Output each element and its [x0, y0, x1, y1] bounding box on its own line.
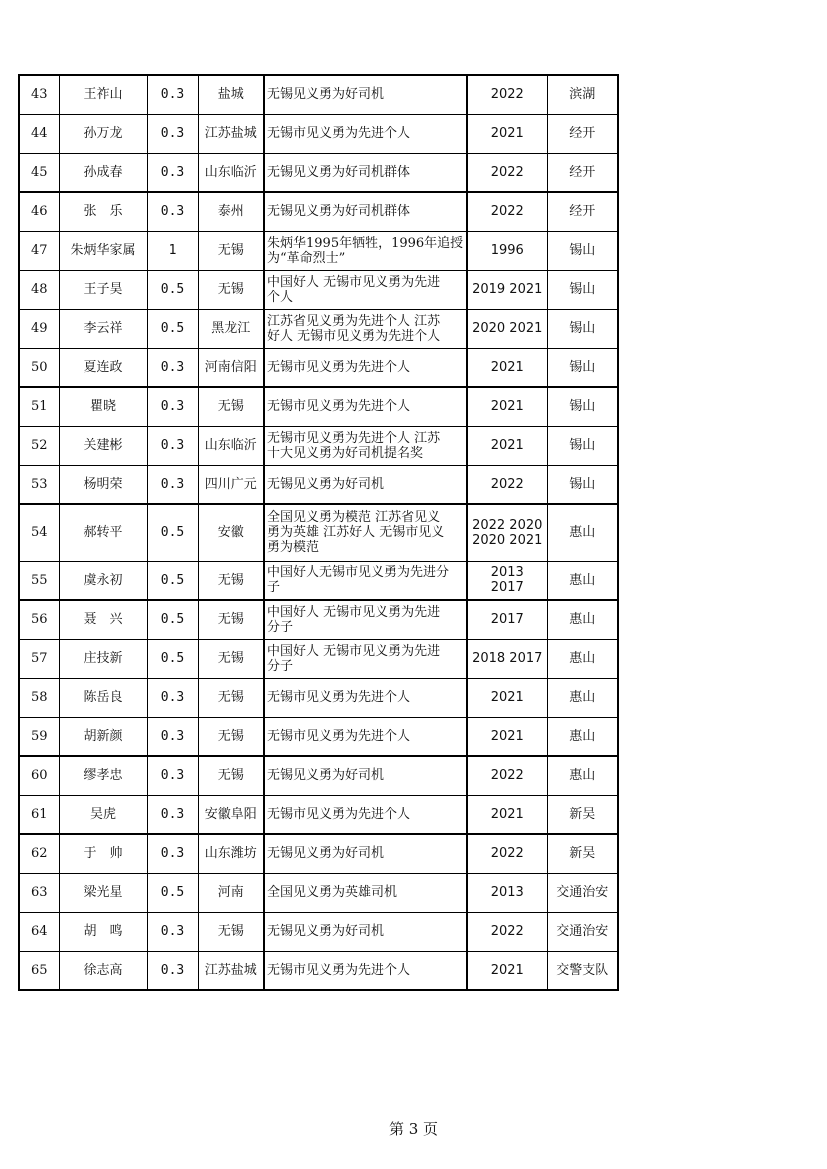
row-number: 58	[19, 678, 59, 717]
table-row	[19, 465, 618, 504]
table-row	[19, 834, 618, 873]
district: 锡山	[547, 231, 618, 270]
district: 经开	[547, 114, 618, 153]
district: 锡山	[547, 465, 618, 504]
table-row	[19, 231, 618, 270]
award-year: 2022	[490, 204, 524, 220]
person-name: 庄技新	[59, 639, 147, 678]
award-amount: 0.5	[147, 639, 198, 678]
person-name: 陈岳良	[59, 678, 147, 717]
origin-place: 江苏盐城	[198, 951, 264, 990]
year-cell	[467, 309, 547, 348]
award-amount: 0.5	[147, 504, 198, 561]
honor-cell	[264, 348, 467, 387]
person-name: 虞永初	[59, 561, 147, 600]
honor-cell	[264, 639, 467, 678]
award-year: 2020 2021	[472, 321, 543, 336]
honor-title: 无锡见义勇为好司机群体	[267, 164, 411, 180]
person-name: 王子昊	[59, 270, 147, 309]
district: 新吴	[547, 795, 618, 834]
district: 惠山	[547, 600, 618, 639]
honor-cell	[264, 270, 467, 309]
year-cell	[467, 600, 547, 639]
origin-place: 无锡	[198, 756, 264, 795]
year-cell	[467, 270, 547, 309]
honor-cell	[264, 951, 467, 990]
award-amount: 1	[147, 231, 198, 270]
honor-title: 中国好人 无锡市见义勇为先进 分子	[267, 604, 441, 635]
district: 经开	[547, 153, 618, 192]
person-name: 李云祥	[59, 309, 147, 348]
honor-title: 无锡见义勇为好司机	[267, 476, 385, 492]
award-amount: 0.3	[147, 912, 198, 951]
district: 滨湖	[547, 75, 618, 114]
honor-title: 无锡见义勇为好司机群体	[267, 204, 411, 220]
origin-place: 无锡	[198, 561, 264, 600]
award-year: 2021	[490, 438, 524, 453]
district: 新吴	[547, 834, 618, 873]
honor-title: 无锡市见义勇为先进个人	[267, 359, 411, 375]
row-number: 57	[19, 639, 59, 678]
table-row	[19, 114, 618, 153]
origin-place: 无锡	[198, 270, 264, 309]
table-row	[19, 717, 618, 756]
person-name: 于 帅	[59, 834, 147, 873]
row-number: 51	[19, 387, 59, 426]
person-name: 徐志高	[59, 951, 147, 990]
award-amount: 0.3	[147, 834, 198, 873]
row-number: 64	[19, 912, 59, 951]
origin-place: 江苏盐城	[198, 114, 264, 153]
award-year: 2022 2020 2020 2021	[472, 517, 543, 548]
origin-place: 无锡	[198, 717, 264, 756]
row-number: 59	[19, 717, 59, 756]
honor-title: 中国好人无锡市见义勇为先进分 子	[267, 565, 450, 596]
honor-title: 全国见义勇为模范 江苏省见义 勇为英雄 江苏好人 无锡市见义 勇为模范	[267, 510, 445, 556]
row-number: 43	[19, 75, 59, 114]
award-year: 2021	[490, 806, 524, 822]
person-name: 胡 鸣	[59, 912, 147, 951]
person-name: 王祚山	[59, 75, 147, 114]
district: 锡山	[547, 309, 618, 348]
row-number: 60	[19, 756, 59, 795]
table-row	[19, 192, 618, 231]
origin-place: 无锡	[198, 600, 264, 639]
origin-place: 无锡	[198, 678, 264, 717]
row-number: 62	[19, 834, 59, 873]
table-row	[19, 309, 618, 348]
honor-cell	[264, 756, 467, 795]
award-amount: 0.3	[147, 756, 198, 795]
table-row	[19, 600, 618, 639]
award-amount: 0.3	[147, 75, 198, 114]
year-cell	[467, 834, 547, 873]
honor-cell	[264, 426, 467, 465]
year-cell	[467, 348, 547, 387]
row-number: 47	[19, 231, 59, 270]
honor-title: 无锡见义勇为好司机	[267, 768, 385, 784]
person-name: 胡新颜	[59, 717, 147, 756]
person-name: 孙万龙	[59, 114, 147, 153]
district: 锡山	[547, 426, 618, 465]
honor-cell	[264, 912, 467, 951]
origin-place: 无锡	[198, 387, 264, 426]
person-name: 瞿晓	[59, 387, 147, 426]
row-number: 48	[19, 270, 59, 309]
honor-title: 中国好人 无锡市见义勇为先进 分子	[267, 643, 441, 674]
person-name: 杨明荣	[59, 465, 147, 504]
origin-place: 山东临沂	[198, 153, 264, 192]
award-amount: 0.3	[147, 192, 198, 231]
honor-title: 全国见义勇为英雄司机	[267, 885, 398, 900]
district: 锡山	[547, 348, 618, 387]
award-year: 2017	[490, 612, 524, 628]
person-name: 关建彬	[59, 426, 147, 465]
row-number: 44	[19, 114, 59, 153]
year-cell	[467, 114, 547, 153]
page-number: 第 3 页	[388, 1120, 439, 1138]
origin-place: 无锡	[198, 912, 264, 951]
origin-place: 安徽阜阳	[198, 795, 264, 834]
honor-cell	[264, 600, 467, 639]
origin-place: 无锡	[198, 639, 264, 678]
award-amount: 0.5	[147, 600, 198, 639]
award-year: 2022	[490, 846, 524, 862]
person-name: 郝转平	[59, 504, 147, 561]
award-year: 2022	[490, 87, 524, 103]
award-year: 2013 2017	[490, 565, 537, 596]
honor-title: 中国好人 无锡市见义勇为先进 个人	[267, 274, 441, 305]
award-year: 2018 2017	[472, 651, 543, 666]
honor-cell	[264, 561, 467, 600]
honor-cell	[264, 114, 467, 153]
district: 惠山	[547, 717, 618, 756]
year-cell	[467, 951, 547, 990]
award-year: 2021	[490, 359, 524, 375]
table-row	[19, 504, 618, 561]
year-cell	[467, 717, 547, 756]
row-number: 55	[19, 561, 59, 600]
row-number: 54	[19, 504, 59, 561]
honor-cell	[264, 231, 467, 270]
year-cell	[467, 231, 547, 270]
honor-cell	[264, 309, 467, 348]
district: 惠山	[547, 756, 618, 795]
award-amount: 0.3	[147, 153, 198, 192]
honor-title: 朱炳华1995年牺牲，1996年追授 为“革命烈士”	[267, 235, 464, 266]
honor-title: 江苏省见义勇为先进个人 江苏 好人 无锡市见义勇为先进个人	[267, 313, 441, 344]
year-cell	[467, 387, 547, 426]
origin-place: 黑龙江	[198, 309, 264, 348]
honor-cell	[264, 678, 467, 717]
award-amount: 0.3	[147, 465, 198, 504]
origin-place: 河南信阳	[198, 348, 264, 387]
award-year: 2019 2021	[472, 282, 543, 297]
honor-title: 无锡见义勇为好司机	[267, 846, 385, 862]
table-row	[19, 756, 618, 795]
district: 惠山	[547, 639, 618, 678]
table-row	[19, 873, 618, 912]
award-year: 2022	[490, 768, 524, 784]
person-name: 孙成春	[59, 153, 147, 192]
honor-cell	[264, 717, 467, 756]
award-year: 2021	[490, 962, 524, 978]
origin-place: 安徽	[198, 504, 264, 561]
table-row	[19, 951, 618, 990]
table-row	[19, 387, 618, 426]
award-year: 2021	[490, 728, 524, 744]
district: 交警支队	[547, 951, 618, 990]
honor-cell	[264, 75, 467, 114]
honor-cell	[264, 465, 467, 504]
award-amount: 0.5	[147, 309, 198, 348]
honor-title: 无锡市见义勇为先进个人 江苏 十大见义勇为好司机提名奖	[267, 430, 441, 461]
honor-cell	[264, 504, 467, 561]
honor-cell	[264, 153, 467, 192]
award-year: 2022	[490, 164, 524, 180]
award-year: 2021	[490, 399, 524, 415]
year-cell	[467, 153, 547, 192]
award-year: 2022	[490, 924, 524, 939]
table-row	[19, 561, 618, 600]
year-cell	[467, 678, 547, 717]
district: 惠山	[547, 504, 618, 561]
honor-cell	[264, 834, 467, 873]
award-year: 1996	[490, 243, 524, 258]
award-amount: 0.3	[147, 717, 198, 756]
origin-place: 盐城	[198, 75, 264, 114]
honor-cell	[264, 387, 467, 426]
origin-place: 四川广元	[198, 465, 264, 504]
row-number: 56	[19, 600, 59, 639]
award-amount: 0.5	[147, 270, 198, 309]
person-name: 聂 兴	[59, 600, 147, 639]
award-amount: 0.3	[147, 678, 198, 717]
year-cell	[467, 504, 547, 561]
row-number: 61	[19, 795, 59, 834]
table-row	[19, 270, 618, 309]
row-number: 50	[19, 348, 59, 387]
year-cell	[467, 465, 547, 504]
person-name: 吴虎	[59, 795, 147, 834]
year-cell	[467, 561, 547, 600]
year-cell	[467, 639, 547, 678]
table-row	[19, 795, 618, 834]
honor-title: 无锡市见义勇为先进个人	[267, 728, 411, 744]
district: 惠山	[547, 678, 618, 717]
honor-title: 无锡见义勇为好司机	[267, 924, 385, 939]
year-cell	[467, 795, 547, 834]
honor-cell	[264, 192, 467, 231]
award-amount: 0.3	[147, 951, 198, 990]
district: 交通治安	[547, 912, 618, 951]
award-amount: 0.3	[147, 348, 198, 387]
table-row	[19, 678, 618, 717]
year-cell	[467, 912, 547, 951]
award-roster-table	[18, 74, 619, 991]
award-amount: 0.5	[147, 873, 198, 912]
award-amount: 0.3	[147, 387, 198, 426]
year-cell	[467, 192, 547, 231]
row-number: 49	[19, 309, 59, 348]
award-amount: 0.3	[147, 426, 198, 465]
honor-title: 无锡市见义勇为先进个人	[267, 399, 411, 415]
honor-title: 无锡见义勇为好司机	[267, 87, 385, 103]
award-year: 2022	[490, 476, 524, 492]
year-cell	[467, 426, 547, 465]
honor-title: 无锡市见义勇为先进个人	[267, 126, 411, 141]
table-row	[19, 639, 618, 678]
table-row	[19, 75, 618, 114]
origin-place: 无锡	[198, 231, 264, 270]
table-row	[19, 912, 618, 951]
honor-cell	[264, 795, 467, 834]
row-number: 53	[19, 465, 59, 504]
honor-title: 无锡市见义勇为先进个人	[267, 962, 411, 978]
honor-title: 无锡市见义勇为先进个人	[267, 690, 411, 705]
row-number: 45	[19, 153, 59, 192]
district: 交通治安	[547, 873, 618, 912]
year-cell	[467, 873, 547, 912]
award-year: 2021	[490, 690, 524, 705]
origin-place: 山东临沂	[198, 426, 264, 465]
award-year: 2021	[490, 126, 524, 141]
year-cell	[467, 75, 547, 114]
person-name: 梁光星	[59, 873, 147, 912]
district: 经开	[547, 192, 618, 231]
award-amount: 0.3	[147, 795, 198, 834]
table-row	[19, 153, 618, 192]
row-number: 46	[19, 192, 59, 231]
person-name: 夏连政	[59, 348, 147, 387]
person-name: 张 乐	[59, 192, 147, 231]
table-row	[19, 426, 618, 465]
origin-place: 泰州	[198, 192, 264, 231]
person-name: 缪孝忠	[59, 756, 147, 795]
honor-cell	[264, 873, 467, 912]
row-number: 65	[19, 951, 59, 990]
row-number: 63	[19, 873, 59, 912]
person-name: 朱炳华家属	[59, 231, 147, 270]
award-amount: 0.5	[147, 561, 198, 600]
award-year: 2013	[490, 885, 524, 900]
origin-place: 山东潍坊	[198, 834, 264, 873]
district: 锡山	[547, 387, 618, 426]
district: 锡山	[547, 270, 618, 309]
row-number: 52	[19, 426, 59, 465]
roster-body	[19, 75, 618, 990]
year-cell	[467, 756, 547, 795]
district: 惠山	[547, 561, 618, 600]
honor-title: 无锡市见义勇为先进个人	[267, 806, 411, 822]
award-amount: 0.3	[147, 114, 198, 153]
table-row	[19, 348, 618, 387]
origin-place: 河南	[198, 873, 264, 912]
